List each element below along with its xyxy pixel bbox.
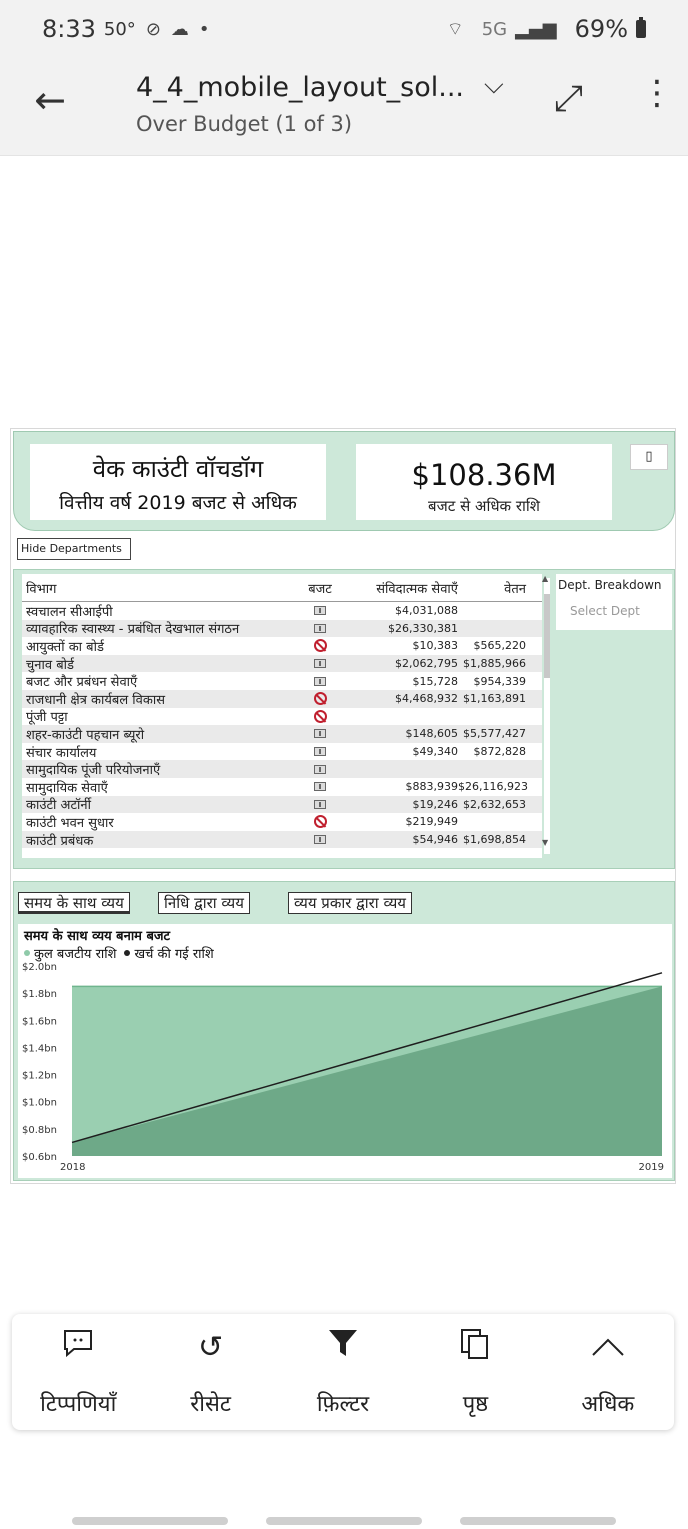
battery-icon	[636, 20, 646, 38]
x-tick-label: 2019	[638, 1162, 664, 1173]
chart-plot[interactable]	[18, 960, 672, 1178]
cell-department: चुनाव बोर्ड	[26, 657, 74, 673]
notification-dot-icon: •	[198, 18, 210, 40]
reset-button[interactable]	[144, 1314, 276, 1430]
cell-contract: $49,340	[412, 745, 458, 759]
network-type: 5G	[481, 18, 508, 40]
tab-spend-by-fund[interactable]: निधि द्वारा व्यय	[158, 892, 250, 914]
department-table-panel	[13, 569, 675, 869]
title-card	[30, 444, 326, 520]
chevron-up-icon	[542, 1328, 674, 1368]
cell-contract: $26,330,381	[388, 621, 458, 635]
cell-department: काउंटी प्रबंधक	[26, 833, 94, 849]
nav-recents-bar[interactable]	[72, 1517, 228, 1525]
chevron-down-icon[interactable]: ⌵	[484, 70, 504, 100]
budget-ok-icon	[314, 765, 326, 774]
cell-contract: $4,031,088	[395, 604, 458, 618]
scroll-up-icon[interactable]: ▲	[542, 574, 549, 583]
battery-percent: 69%	[574, 15, 628, 43]
nav-back-bar[interactable]	[460, 1517, 616, 1525]
report-main-title: वेक काउंटी वॉचडॉग	[92, 455, 264, 483]
more-button[interactable]	[542, 1314, 674, 1430]
y-tick-label: $2.0bn	[22, 962, 57, 973]
table-row[interactable]	[22, 672, 542, 690]
cell-contract: $54,946	[412, 833, 458, 847]
table-body	[22, 602, 542, 848]
dept-breakdown-label: Dept. Breakdown	[558, 578, 662, 592]
cell-salary: $5,577,427	[463, 727, 526, 741]
over-budget-icon	[314, 692, 327, 705]
more-label: अधिक	[581, 1392, 635, 1417]
over-budget-icon	[314, 815, 327, 828]
table-row[interactable]	[22, 725, 542, 743]
y-tick-label: $0.8bn	[22, 1124, 57, 1136]
table-row[interactable]	[22, 813, 542, 831]
cell-department: सामुदायिक सेवाएँ	[26, 780, 108, 796]
budget-ok-icon	[314, 606, 326, 615]
report-title[interactable]: 4_4_mobile_layout_sol...	[136, 72, 465, 103]
cell-salary: $872,828	[473, 745, 526, 759]
y-tick-label: $1.8bn	[22, 989, 57, 1001]
spend-chart	[18, 924, 672, 1178]
report-banner	[13, 431, 675, 531]
cell-department: शहर-काउंटी पहचान ब्यूरो	[26, 727, 145, 743]
page-subtitle: Over Budget (1 of 3)	[136, 112, 353, 136]
focus-mode-icon: ▯	[645, 449, 653, 464]
chart-panel	[13, 881, 675, 1181]
filter-label: फ़िल्टर	[316, 1392, 370, 1417]
department-table	[22, 574, 542, 858]
table-row[interactable]	[22, 637, 542, 655]
reset-label: रीसेट	[190, 1392, 231, 1417]
cell-contract: $148,605	[405, 727, 458, 741]
cell-department: स्वचालन सीआईपी	[26, 604, 113, 620]
cell-salary: $565,220	[473, 639, 526, 653]
wifi-icon: ⌔	[446, 18, 464, 40]
dept-breakdown-slicer	[556, 574, 672, 630]
back-button[interactable]	[28, 80, 72, 124]
status-temperature: 50°	[103, 18, 136, 40]
cell-budget-status	[302, 762, 338, 777]
app-header	[0, 58, 688, 156]
budget-ok-icon	[314, 747, 326, 756]
cell-budget-status	[302, 779, 338, 794]
cell-department: पूंजी पट्टा	[26, 710, 68, 726]
comment-icon	[12, 1328, 144, 1368]
comments-label: टिप्पणियाँ	[40, 1392, 117, 1417]
cell-department: व्यावहारिक स्वास्थ्य - प्रबंधित देखभाल संगठन	[26, 622, 240, 638]
table-row[interactable]	[22, 796, 542, 814]
budget-ok-icon	[314, 782, 326, 791]
y-tick-label: $0.6bn	[22, 1152, 57, 1163]
table-row[interactable]	[22, 690, 542, 708]
cell-department: संचार कार्यालय	[26, 745, 97, 761]
chart-title: समय के साथ व्यय बनाम बजट	[24, 929, 171, 944]
cell-salary: $26,116,923	[458, 780, 528, 794]
cell-department: काउंटी भवन सुधार	[26, 815, 114, 831]
table-row[interactable]	[22, 778, 542, 796]
table-row[interactable]	[22, 708, 542, 726]
cell-salary: $954,339	[473, 674, 526, 688]
y-tick-label: $1.2bn	[22, 1070, 57, 1082]
col-header-budget[interactable]: बजट	[308, 581, 332, 597]
y-tick-label: $1.0bn	[22, 1097, 57, 1109]
cell-budget-status	[302, 674, 338, 689]
cell-contract: $10,383	[412, 639, 458, 653]
over-budget-icon	[314, 639, 327, 652]
cell-budget-status	[302, 691, 338, 706]
focus-mode-button[interactable]	[630, 444, 668, 470]
cell-budget-status	[302, 797, 338, 812]
table-row[interactable]	[22, 602, 542, 620]
cell-department: राजधानी क्षेत्र कार्यबल विकास	[26, 692, 166, 708]
cell-budget-status	[302, 744, 338, 759]
col-header-contract[interactable]: संविदात्मक सेवाएँ	[376, 581, 458, 597]
cell-department: काउंटी अटॉर्नी	[26, 798, 91, 814]
cell-budget-status	[302, 656, 338, 671]
table-row[interactable]	[22, 760, 542, 778]
comments-button[interactable]	[12, 1314, 144, 1430]
tab-spend-by-type[interactable]: व्यय प्रकार द्वारा व्यय	[288, 892, 412, 914]
table-scrollbar-thumb[interactable]	[544, 594, 550, 678]
table-row[interactable]	[22, 620, 542, 638]
pages-label: पृष्ठ	[462, 1392, 489, 1417]
pages-icon	[409, 1328, 541, 1368]
kpi-label: बजट से अधिक राशि	[428, 497, 540, 515]
scroll-down-icon[interactable]: ▼	[542, 838, 549, 847]
filter-button[interactable]	[277, 1314, 409, 1430]
budget-ok-icon	[314, 729, 326, 738]
legend-marker-spent	[124, 950, 130, 956]
x-tick-label: 2018	[60, 1162, 86, 1173]
cell-contract: $19,246	[412, 797, 458, 811]
cell-salary: $1,163,891	[463, 692, 526, 706]
y-tick-label: $1.6bn	[22, 1016, 57, 1028]
filter-icon	[277, 1328, 409, 1368]
legend-label-spent[interactable]: खर्च की गई राशि	[134, 947, 214, 962]
tab-spend-over-time[interactable]: समय के साथ व्यय	[18, 892, 130, 914]
y-tick-label: $1.4bn	[22, 1043, 57, 1055]
cell-contract: $4,468,932	[395, 692, 458, 706]
cell-department: बजट और प्रबंधन सेवाएँ	[26, 675, 138, 691]
budget-ok-icon	[314, 835, 326, 844]
status-bar	[0, 0, 688, 58]
report-canvas	[10, 428, 676, 1184]
kpi-card	[356, 444, 612, 520]
over-budget-icon	[314, 710, 327, 723]
cell-budget-status	[302, 832, 338, 847]
cell-contract: $883,939	[405, 780, 458, 794]
cell-budget-status	[302, 603, 338, 618]
col-header-department[interactable]: विभाग	[26, 581, 57, 597]
budget-ok-icon	[314, 659, 326, 668]
kpi-value: $108.36M	[411, 458, 557, 492]
arrow-left-icon: ←	[34, 78, 66, 122]
report-main-subtitle: वित्तीय वर्ष 2019 बजट से अधिक	[59, 492, 297, 514]
status-time: 8:33	[42, 15, 96, 43]
cell-budget-status	[302, 814, 338, 829]
cell-budget-status	[302, 726, 338, 741]
legend-marker-budget	[24, 950, 30, 956]
table-row[interactable]	[22, 831, 542, 849]
signal-icon: ▂▄▆	[515, 18, 557, 40]
expand-button[interactable]	[554, 78, 583, 120]
cell-salary: $2,632,653	[463, 797, 526, 811]
pages-button[interactable]	[409, 1314, 541, 1430]
col-header-salary[interactable]: वेतन	[504, 581, 526, 597]
nav-home-bar[interactable]	[266, 1517, 422, 1525]
hide-departments-button[interactable]: Hide Departments	[17, 538, 131, 560]
expand-icon: ⤢	[554, 78, 583, 119]
cell-contract: $15,728	[412, 674, 458, 688]
budget-ok-icon	[314, 800, 326, 809]
budget-ok-icon	[314, 624, 326, 633]
table-header	[22, 574, 542, 602]
more-vertical-icon: ⋮	[640, 73, 672, 113]
mute-icon: ⊘	[145, 18, 161, 40]
cell-salary: $1,885,966	[463, 657, 526, 671]
legend-label-budget[interactable]: कुल बजटीय राशि	[34, 947, 117, 962]
reset-icon: ↺	[198, 1330, 224, 1365]
cloud-icon: ☁	[170, 18, 189, 40]
cell-budget-status	[302, 638, 338, 653]
cell-department: आयुक्तों का बोर्ड	[26, 639, 104, 655]
more-options-button[interactable]	[640, 73, 672, 113]
cell-budget-status	[302, 709, 338, 724]
bottom-toolbar	[12, 1314, 674, 1430]
cell-contract: $2,062,795	[395, 657, 458, 671]
dept-select[interactable]: Select Dept	[570, 604, 640, 618]
table-row[interactable]	[22, 743, 542, 761]
cell-contract: $219,949	[405, 815, 458, 829]
table-row[interactable]	[22, 655, 542, 673]
cell-department: सामुदायिक पूंजी परियोजनाएँ	[26, 763, 161, 779]
budget-ok-icon	[314, 677, 326, 686]
cell-salary: $1,698,854	[463, 833, 526, 847]
cell-budget-status	[302, 621, 338, 636]
